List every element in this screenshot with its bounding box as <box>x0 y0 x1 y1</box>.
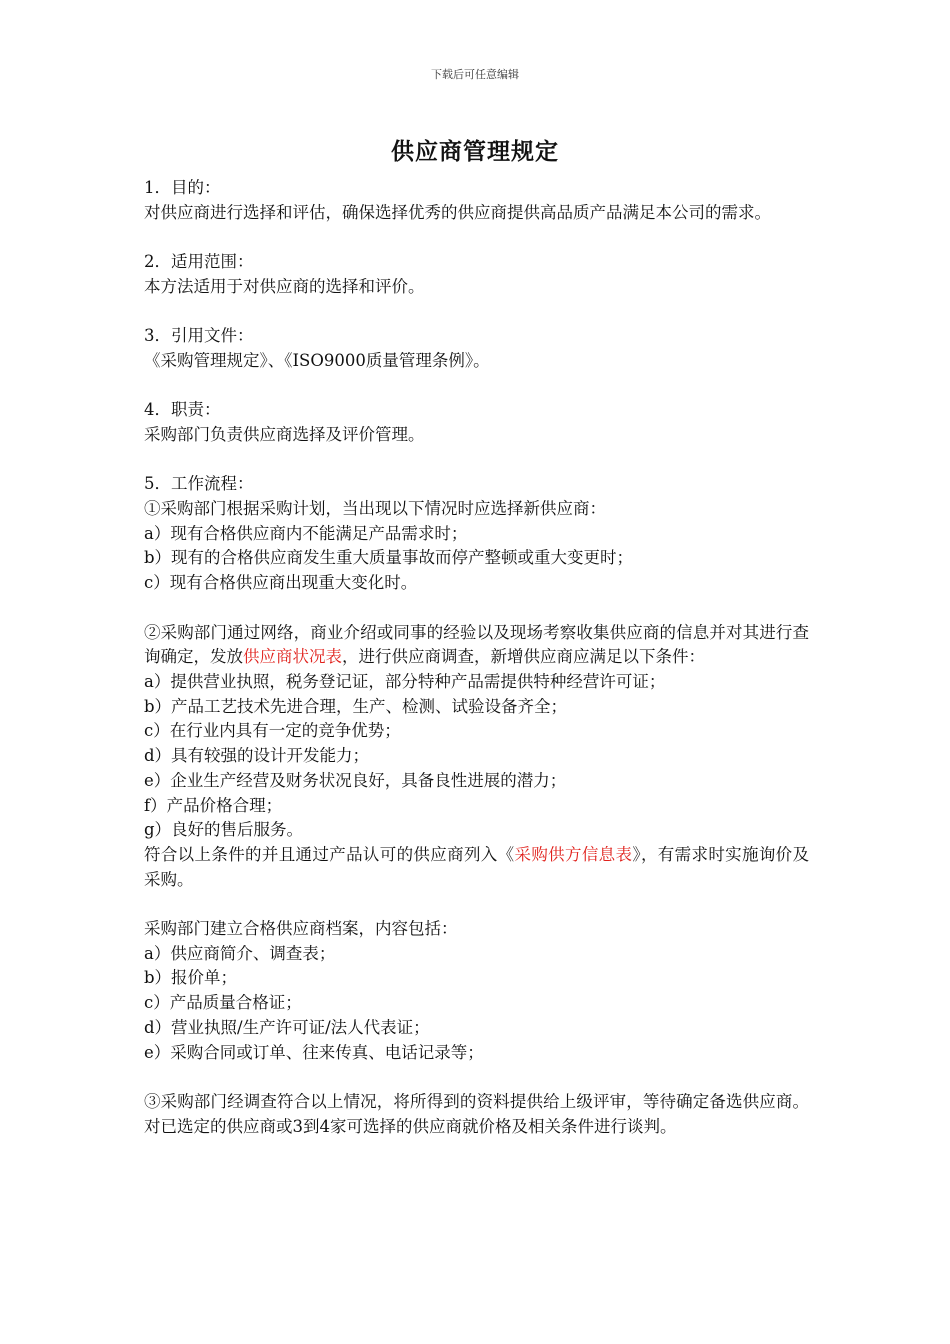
step-3-body: ③采购部门经调查符合以上情况，将所得到的资料提供给上级评审，等待确定备选供应商。对已选定的供应商或3到4家可选择的供应商就价格及相关条件进行谈判。 <box>144 1091 809 1136</box>
step-1-item: a）现有合格供应商内不能满足产品需求时； <box>144 523 468 543</box>
section-2-body: 本方法适用于对供应商的选择和评价。 <box>144 276 425 296</box>
section-1-heading: 1．目的： <box>144 178 221 197</box>
step-2-item: c）在行业内具有一定的竞争优势； <box>144 721 401 741</box>
step-2-item: a）提供营业执照，税务登记证，部分特种产品需提供特种经营许可证； <box>144 671 666 691</box>
paragraph-gap <box>144 892 809 917</box>
section-4-body: 采购部门负责供应商选择及评价管理。 <box>144 424 425 444</box>
document-title: 供应商管理规定 <box>391 138 559 165</box>
step-1-item: b）现有的合格供应商发生重大质量事故而停产整顿或重大变更时； <box>144 548 634 568</box>
step-1-intro: ①采购部门根据采购计划，当出现以下情况时应选择新供应商： <box>144 499 606 519</box>
archive-item: e）采购合同或订单、往来传真、电话记录等； <box>144 1042 484 1062</box>
archive-intro: 采购部门建立合格供应商档案，内容包括： <box>144 919 458 938</box>
step-2-intro-text: ，进行供应商调查，新增供应商应满足以下条件： <box>342 647 705 667</box>
section-4-heading: 4．职责： <box>144 400 221 420</box>
section-5-heading: 5．工作流程： <box>144 474 254 494</box>
paragraph-gap <box>144 596 809 621</box>
section-1-body: 对供应商进行选择和评估，确保选择优秀的供应商提供高品质产品满足本公司的需求。 <box>144 202 771 222</box>
archive-item: c）产品质量合格证； <box>144 993 302 1013</box>
section-2-heading: 2．适用范围： <box>144 252 254 272</box>
step-1-item: c）现有合格供应商出现重大变化时。 <box>144 573 418 593</box>
section-3-heading: 3．引用文件： <box>144 326 254 346</box>
supplier-info-table-link[interactable]: 采购供方信息表 <box>514 844 633 864</box>
paragraph-gap <box>144 448 809 473</box>
step-2-conclusion-text: 》，有需求时实施询价及采购。 <box>144 844 810 889</box>
paragraph-gap <box>144 225 809 250</box>
step-2-item: f）产品价格合理； <box>144 795 283 815</box>
archive-item: a）供应商简介、调查表； <box>144 943 336 963</box>
step-2-item: e）企业生产经营及财务状况良好，具备良性进展的潜力； <box>144 770 567 790</box>
step-2-intro-text: ②采购部门通过网络，商业介绍或同事的经验以及现场考察收集供应商的信息并对其进行查询确定，发放 <box>144 622 809 667</box>
paragraph-gap <box>144 300 809 325</box>
header-note: 下载后可任意编辑 <box>431 68 519 81</box>
archive-item: b）报价单； <box>144 968 238 988</box>
step-2-intro <box>144 621 809 670</box>
supplier-status-form-link[interactable]: 供应商状况表 <box>243 647 342 667</box>
step-2-conclusion <box>144 843 809 892</box>
step-2-item: b）产品工艺技术先进合理，生产、检测、试验设备齐全； <box>144 696 568 716</box>
document-body <box>144 176 809 1139</box>
paragraph-gap <box>144 1065 809 1090</box>
step-2-conclusion-text: 符合以上条件的并且通过产品认可的供应商列入《 <box>144 844 515 864</box>
step-2-item: d）具有较强的设计开发能力； <box>144 746 370 766</box>
paragraph-gap <box>144 374 809 399</box>
step-2-item: g）良好的售后服务。 <box>144 820 304 840</box>
section-3-body: 《采购管理规定》、《ISO9000质量管理条例》。 <box>144 350 490 370</box>
archive-item: d）营业执照/生产许可证/法人代表证； <box>144 1017 430 1037</box>
